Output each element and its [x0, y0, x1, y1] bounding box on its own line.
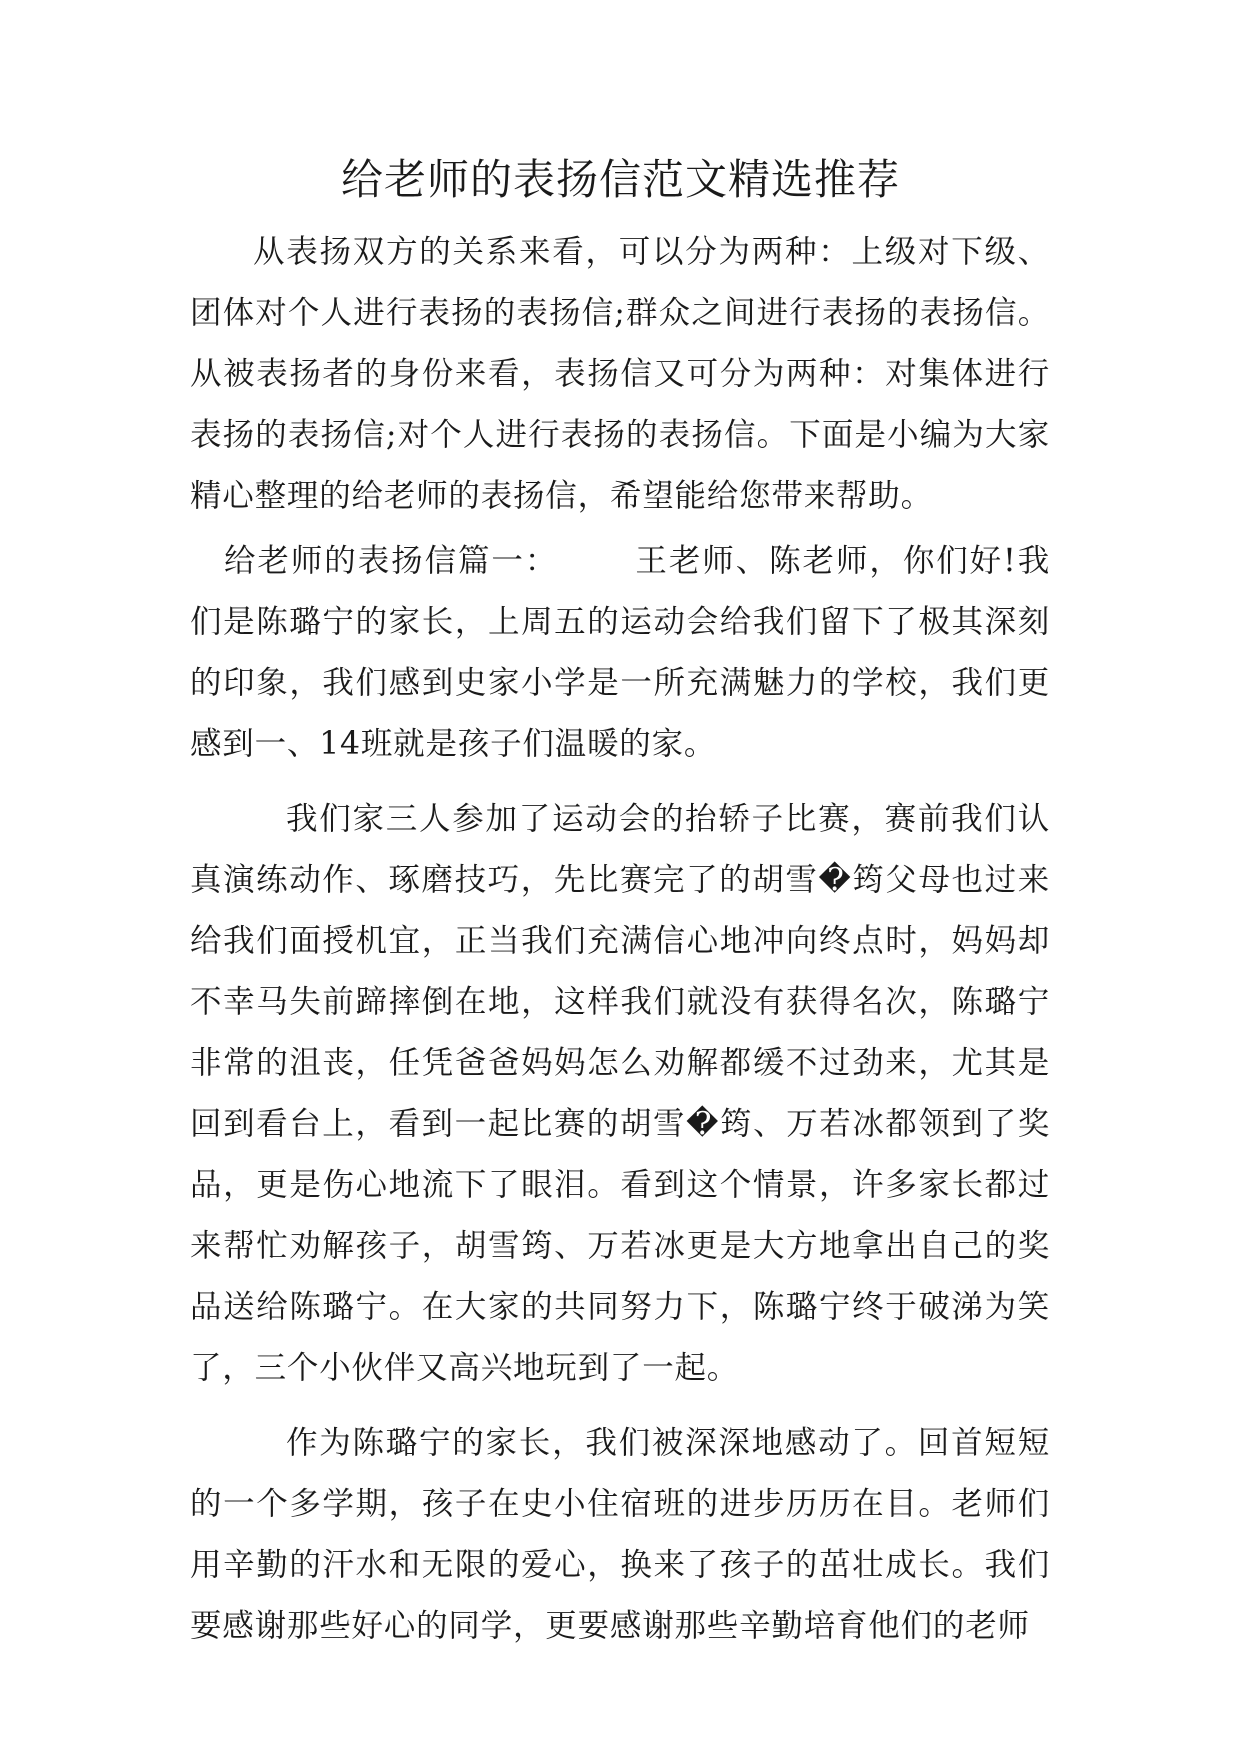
intro-paragraph: 从表扬双方的关系来看，可以分为两种：上级对下级、团体对个人进行表扬的表扬信;群众之间进行表扬的表扬信。从被表扬者的身份来看，表扬信又可分为两种：对集体进行表扬的表扬信;对个人进行表扬的表扬信。下面是小编为大家精心整理的给老师的表扬信，希望能给您带来帮助。 — [190, 234, 1050, 514]
story-paragraph: 我们家三人参加了运动会的抬轿子比赛，赛前我们认真演练动作、琢磨技巧，先比赛完了的胡雪�筠父母也过来给我们面授机宜，正当我们充满信心地冲向终点时，妈妈却不幸马失前蹄摔倒在地，这样我们就没有获得名次，陈璐宁非常的沮丧，任凭爸爸妈妈怎么劝解都缓不过劲来，尤其是回到看台上，看到一起比赛的胡雪�筠、万若冰都领到了奖品，更是伤心地流下了眼泪。看到这个情景，许多家长都过来帮忙劝解孩子，胡雪筠、万若冰更是大方地拿出自己的奖品送给陈璐宁。在大家的共同努力下，陈璐宁终于破涕为笑了，三个小伙伴又高兴地玩到了一起。 — [190, 801, 1050, 1386]
letter-opening: 王老师、陈老师，你们好!我们是陈璐宁的家长，上周五的运动会给我们留下了极其深刻的印象，我们感到史家小学是一所充满魅力的学校，我们更感到一、14班就是孩子们温暖的家。 — [190, 543, 1050, 762]
letter-heading: 给老师的表扬信篇一： — [224, 543, 559, 579]
letter-opening-paragraph — [190, 531, 1050, 775]
document-title: 给老师的表扬信范文精选推荐 — [340, 155, 900, 204]
gratitude-paragraph: 作为陈璐宁的家长，我们被深深地感动了。回首短短的一个多学期，孩子在史小住宿班的进步历历在目。老师们用辛勤的汗水和无限的爱心，换来了孩子的茁壮成长。我们要感谢那些好心的同学，更要感谢那些辛勤培育他们的老师 — [190, 1425, 1050, 1644]
document-body — [190, 222, 1050, 1657]
